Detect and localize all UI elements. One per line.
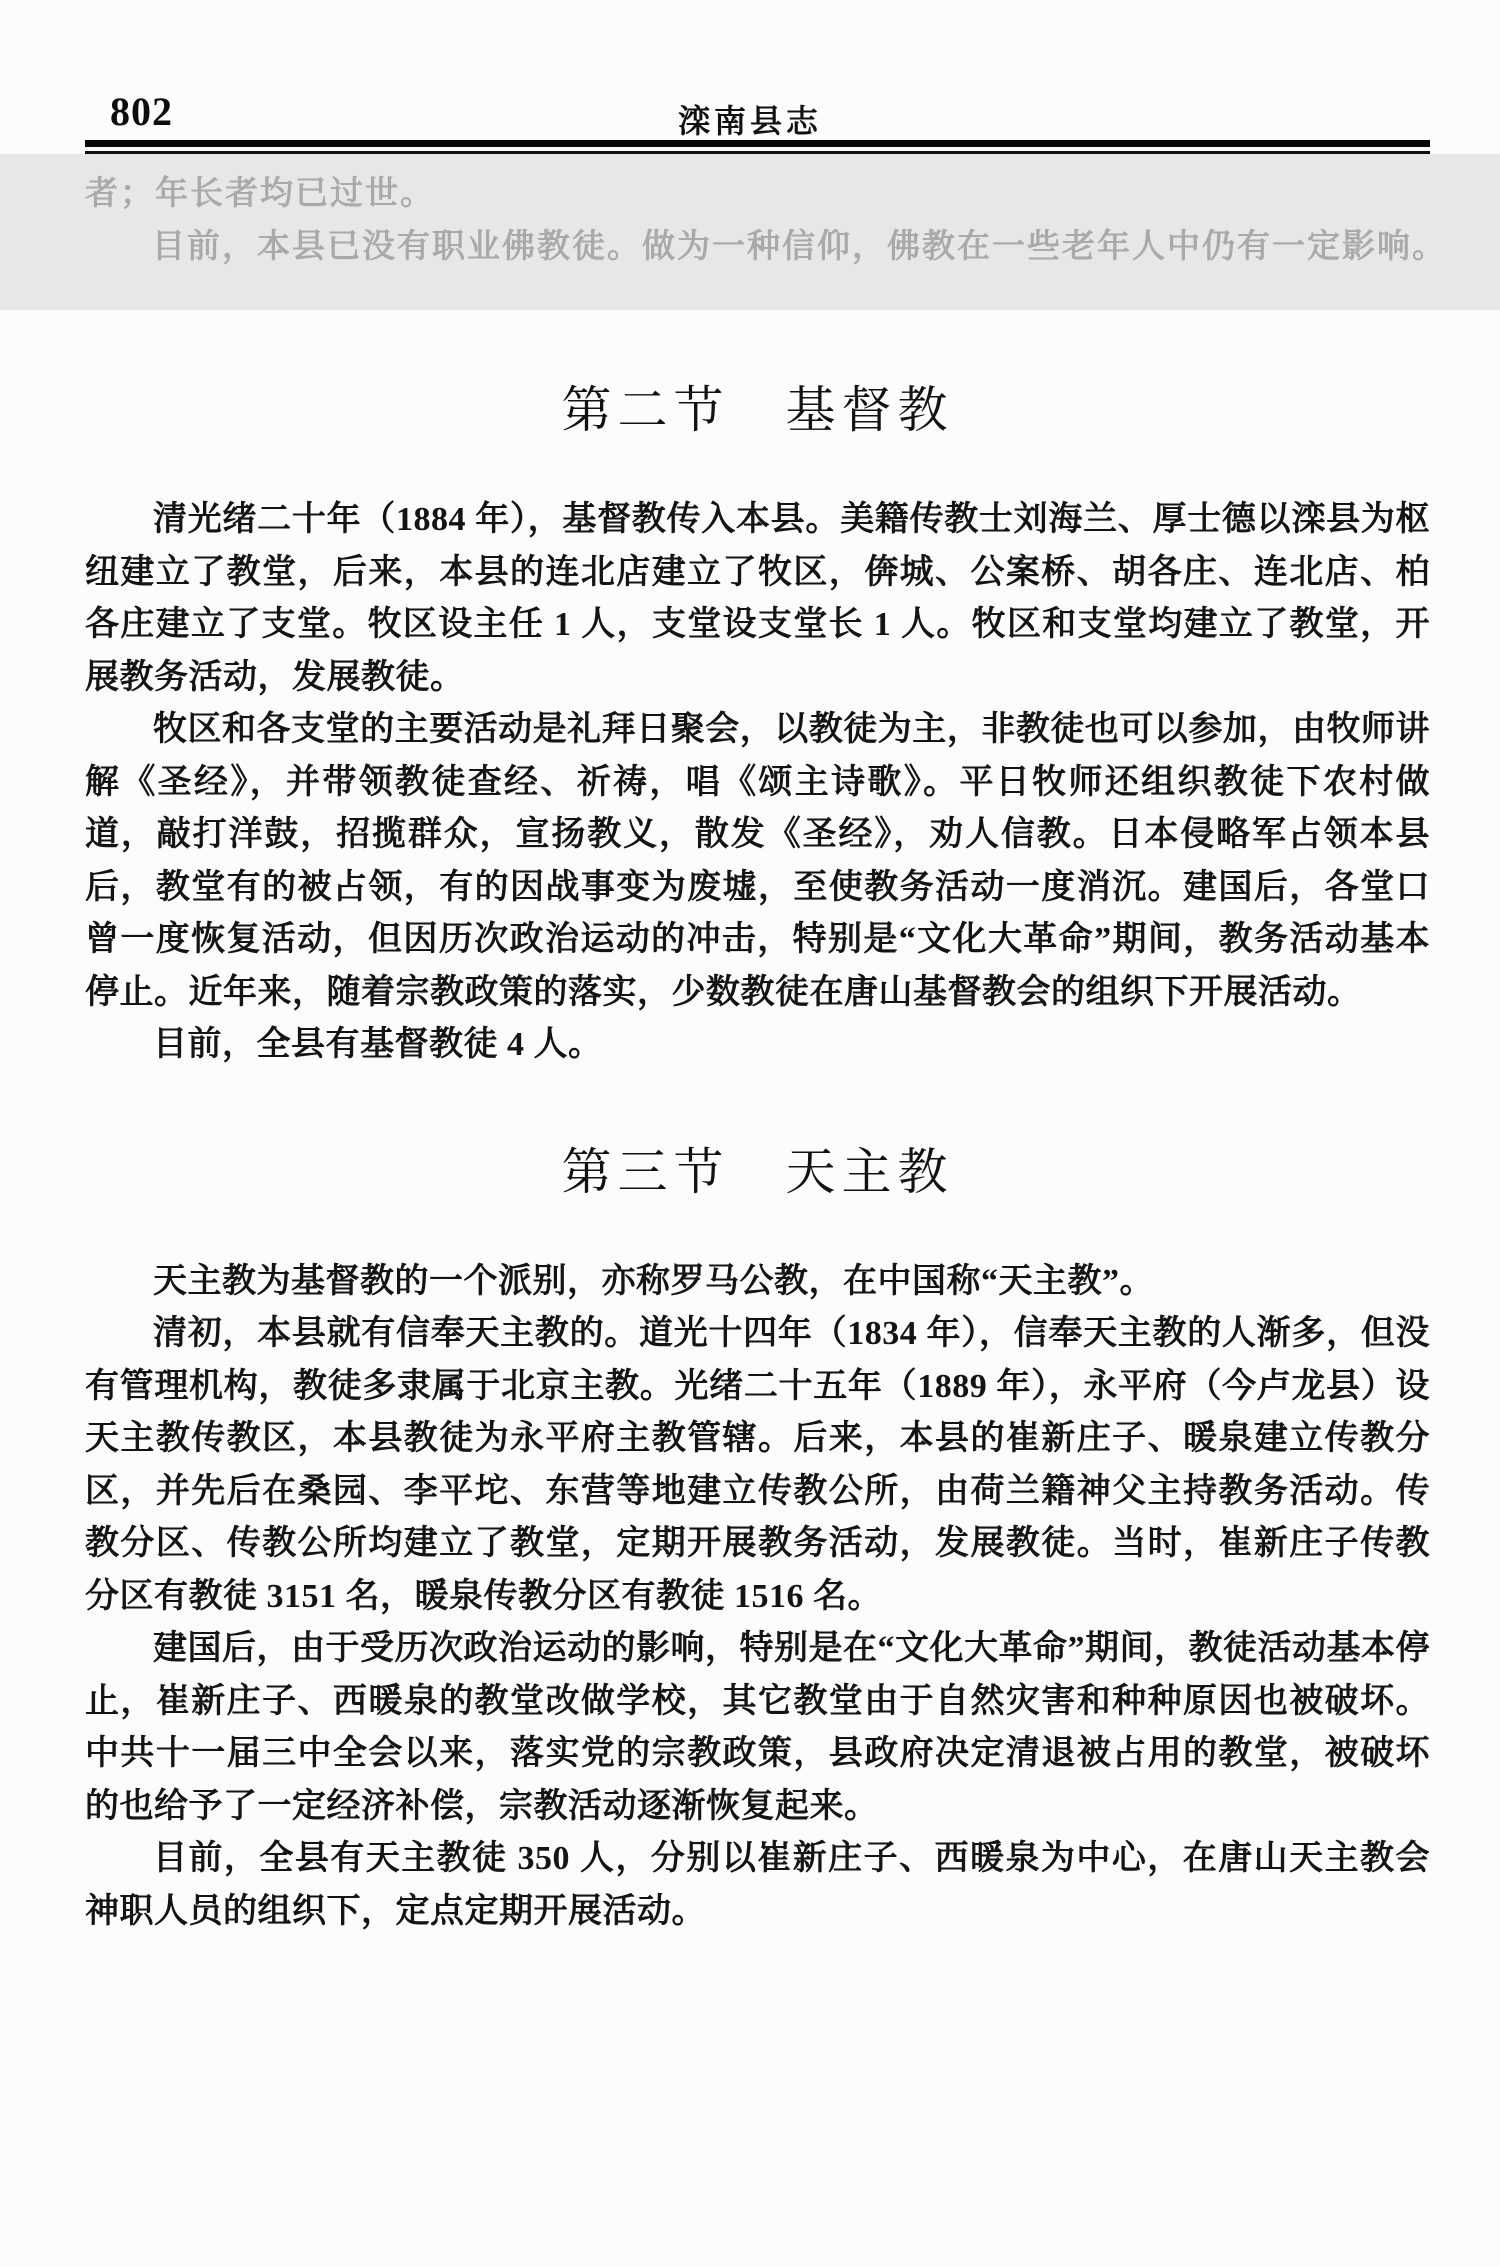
page-body — [85, 370, 1430, 1938]
paragraph-catholicism-4: 目前，全县有天主教徒 350 人，分别以崔新庄子、西暖泉为中心，在唐山天主教会神职人员的组织下，定点定期开展活动。 — [85, 1840, 1430, 1930]
carryover-band — [0, 154, 1500, 310]
carryover-line-1: 者；年长者均已过世。 — [85, 176, 435, 212]
section-title-christianity: 第二节 基督教 — [561, 382, 954, 438]
book-title: 滦南县志 — [677, 103, 823, 139]
paragraph-christianity-2: 牧区和各支堂的主要活动是礼拜日聚会，以教徒为主，非教徒也可以参加，由牧师讲解《圣经》，并带领教徒查经、祈祷，唱《颂主诗歌》。平日牧师还组织教徒下农村做道，敲打洋鼓，招揽群众，宣扬教义，散发《圣经》，劝人信教。日本侵略军占领本县后，教堂有的被占领，有的因战事变为废墟，至使教务活动一度消沉。建国后，各堂口曾一度恢复活动，但因历次政治运动的冲击，特别是“文化大革命”期间，教务活动基本停止。近年来，随着宗教政策的落实，少数教徒在唐山基督教会的组织下开展活动。 — [85, 711, 1430, 1011]
page-number: 802 — [110, 89, 173, 134]
paragraph-catholicism-3: 建国后，由于受历次政治运动的影响，特别是在“文化大革命”期间，教徒活动基本停止，崔新庄子、西暖泉的教堂改做学校，其它教堂由于自然灾害和种种原因也被破坏。中共十一届三中全会以来，落实党的宗教政策，县政府决定清退被占用的教堂，被破坏的也给予了一定经济补偿，宗教活动逐渐恢复起来。 — [85, 1630, 1430, 1825]
section-title-catholicism: 第三节 天主教 — [561, 1143, 954, 1200]
paragraph-catholicism-2: 清初，本县就有信奉天主教的。道光十四年（1834 年），信奉天主教的人渐多，但没有管理机构，教徒多隶属于北京主教。光绪二十五年（1889 年），永平府（今卢龙县）设天主教传教区，本县教徒为永平府主教管辖。后来，本县的崔新庄子、暖泉建立传教分区，并先后在桑园、李平坨、东营等地建立传教公所，由荷兰籍神父主持教务活动。传教分区、传教公所均建立了教堂，定期开展教务活动，发展教徒。当时，崔新庄子传教分区有教徒 3151 名，暖泉传教分区有教徒 1516 名。 — [85, 1315, 1430, 1615]
paragraph-christianity-1: 清光绪二十年（1884 年），基督教传入本县。美籍传教士刘海兰、厚士德以滦县为枢纽建立了教堂，后来，本县的连北店建立了牧区，倴城、公案桥、胡各庄、连北店、柏各庄建立了支堂。牧区设主任 1 人，支堂设支堂长 1 人。牧区和支堂均建立了教堂，开展教务活动，发展教徒。 — [85, 501, 1430, 696]
paragraph-christianity-3: 目前，全县有基督教徒 4 人。 — [153, 1026, 603, 1063]
page-header — [0, 0, 1500, 140]
paragraph-catholicism-1: 天主教为基督教的一个派别，亦称罗马公教，在中国称“天主教”。 — [153, 1262, 1154, 1300]
header-rule — [85, 140, 1430, 154]
carryover-line-2: 目前，本县已没有职业佛教徒。做为一种信仰，佛教在一些老年人中仍有一定影响。 — [152, 229, 1447, 265]
